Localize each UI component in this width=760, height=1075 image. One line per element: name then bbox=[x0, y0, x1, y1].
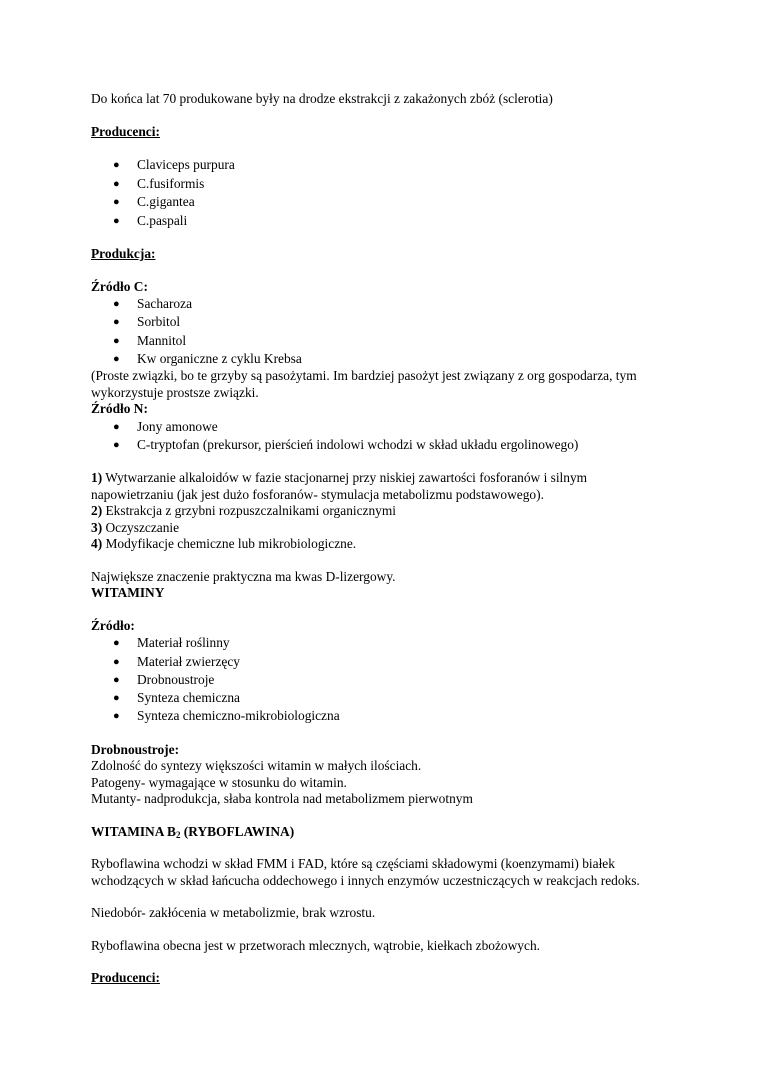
intro-text: Do końca lat 70 produkowane były na drodze ekstrakcji z zakażonych zbóż (sclerotia) bbox=[91, 91, 553, 106]
bullet-icon: ● bbox=[113, 692, 120, 705]
list-item: ● Drobnoustroje bbox=[91, 671, 691, 689]
producers2-heading: Producenci: bbox=[91, 970, 160, 986]
list-item: ● C.fusiformis bbox=[91, 175, 691, 194]
list-item: ● Materiał roślinny bbox=[91, 634, 691, 652]
carbon-note-line: wykorzystuje prostsze związki. bbox=[91, 384, 259, 400]
microbes-heading: Drobnoustroje: bbox=[91, 741, 180, 757]
producers-list bbox=[91, 156, 691, 230]
b2-sources: Ryboflawina obecna jest w przetworach mlecznych, wątrobie, kiełkach zbożowych. bbox=[91, 937, 540, 953]
document-page bbox=[91, 91, 691, 987]
list-item: ● Sacharoza bbox=[91, 295, 691, 313]
bullet-icon: ● bbox=[113, 420, 120, 433]
step-item: 2) Ekstrakcja z grzybni rozpuszczalnikami organicznymi bbox=[91, 503, 397, 519]
carbon-note-line: (Proste związki, bo te grzyby są pasożytami. Im bardziej pasożyt jest związany z org gospodarza, tym bbox=[91, 368, 637, 384]
microbes-line: Zdolność do syntezy większości witamin w małych ilościach. bbox=[91, 758, 422, 774]
carbon-source-list bbox=[91, 295, 691, 368]
b2-deficiency: Niedobór- zakłócenia w metabolizmie, brak wzrostu. bbox=[91, 905, 376, 921]
list-item: ● C.paspali bbox=[91, 212, 691, 231]
bullet-icon: ● bbox=[113, 159, 120, 171]
list-item: ● Claviceps purpura bbox=[91, 156, 691, 175]
list-item: ● C.gigantea bbox=[91, 193, 691, 212]
list-item: ● Synteza chemiczna bbox=[91, 689, 691, 707]
nitrogen-source-heading: Źródło N: bbox=[91, 401, 148, 417]
vitamins-heading: WITAMINY bbox=[91, 585, 165, 601]
microbes-line: Patogeny- wymagające w stosunku do witamin. bbox=[91, 774, 347, 790]
b2-paragraph-line: wchodzących w skład łańcucha oddechowego i innych enzymów uczestniczących w reakcjach redoks. bbox=[91, 872, 640, 888]
bullet-icon: ● bbox=[113, 214, 120, 227]
bullet-icon: ● bbox=[113, 196, 120, 208]
list-item: ● Jony amonowe bbox=[91, 418, 691, 436]
vitamin-source-heading: Źródło: bbox=[91, 617, 135, 633]
bullet-icon: ● bbox=[113, 334, 120, 347]
microbes-line: Mutanty- nadprodukcja, słaba kontrola nad metabolizmem pierwotnym bbox=[91, 791, 473, 807]
bullet-icon: ● bbox=[113, 637, 120, 650]
bullet-icon: ● bbox=[113, 177, 120, 190]
list-item: ● Sorbitol bbox=[91, 313, 691, 331]
step-item-continuation: napowietrzaniu (jak jest dużo fosforanów- stymulacja metabolizmu podstawowego). bbox=[91, 486, 544, 502]
carbon-source-heading: Źródło C: bbox=[91, 278, 148, 294]
bullet-icon: ● bbox=[113, 655, 120, 668]
bullet-icon: ● bbox=[113, 316, 120, 329]
lsd-note: Największe znaczenie praktyczna ma kwas D-lizergowy. bbox=[91, 568, 396, 584]
bullet-icon: ● bbox=[113, 438, 120, 451]
list-item: ● Materiał zwierzęcy bbox=[91, 653, 691, 671]
bullet-icon: ● bbox=[113, 298, 120, 310]
bullet-icon: ● bbox=[113, 352, 120, 365]
bullet-icon: ● bbox=[113, 710, 120, 723]
step-item: 3) Oczyszczanie bbox=[91, 519, 180, 535]
producers-heading: Producenci: bbox=[91, 123, 160, 139]
list-item: ● C-tryptofan (prekursor, pierścień indolowi wchodzi w skład układu ergolinowego) bbox=[91, 436, 691, 454]
list-item: ● Synteza chemiczno-mikrobiologiczna bbox=[91, 707, 691, 725]
bullet-icon: ● bbox=[113, 673, 120, 686]
list-item: ● Kw organiczne z cyklu Krebsa bbox=[91, 350, 691, 368]
vitamin-b2-heading: WITAMINA $B_2$ (RYBOFLAWINA) bbox=[91, 823, 295, 840]
step-item: 1) Wytwarzanie alkaloidów w fazie stacjonarnej przy niskiej zawartości fosforanów i silnym bbox=[91, 470, 588, 486]
nitrogen-source-list bbox=[91, 418, 691, 455]
list-item: ● Mannitol bbox=[91, 332, 691, 350]
step-item: 4) Modyfikacje chemiczne lub mikrobiologiczne. bbox=[91, 536, 357, 552]
production-heading: Produkcja: bbox=[91, 246, 156, 261]
vitamin-source-list bbox=[91, 634, 691, 725]
b2-paragraph-line: Ryboflawina wchodzi w skład FMM i FAD, które są częściami składowymi (koenzymami) białek bbox=[91, 856, 615, 872]
